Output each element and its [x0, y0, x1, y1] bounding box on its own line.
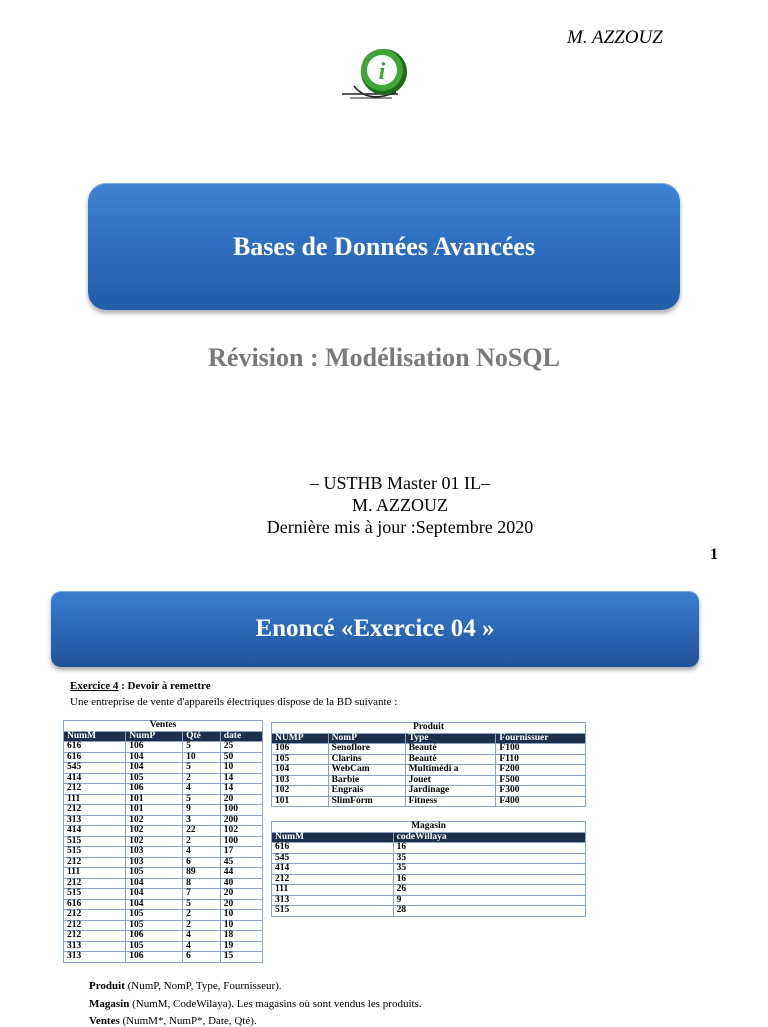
ventes-row: [64, 899, 263, 910]
ventes-cell: 45: [220, 857, 262, 868]
produit-cell: F400: [496, 796, 586, 807]
ventes-row: [64, 920, 263, 931]
ventes-cell: 106: [126, 784, 183, 795]
ventes-cell: 102: [126, 826, 183, 837]
produit-cell: Clarins: [328, 754, 405, 765]
ventes-cell: 6: [183, 857, 221, 868]
produit-header-row: [272, 733, 586, 744]
exercise-title: Enoncé «Exercice 04 »: [255, 615, 495, 642]
ventes-cell: 18: [220, 931, 262, 942]
schema-produit: [89, 980, 282, 992]
produit-cell: 106: [272, 744, 329, 755]
ventes-cell: 40: [220, 878, 262, 889]
ventes-row: [64, 752, 263, 763]
ventes-cell: 106: [126, 952, 183, 963]
produit-row: [272, 796, 586, 807]
magasin-row: [272, 843, 586, 854]
magasin-row: [272, 853, 586, 864]
ventes-cell: 515: [64, 889, 126, 900]
schema-text: (NumP, NomP, Type, Fournisseur).: [124, 980, 282, 992]
ventes-cell: 20: [220, 794, 262, 805]
produit-cell: F200: [496, 765, 586, 776]
ventes-cell: 414: [64, 826, 126, 837]
ventes-cell: 111: [64, 794, 126, 805]
ventes-cell: 4: [183, 941, 221, 952]
produit-cell: F100: [496, 744, 586, 755]
ventes-cell: 105: [126, 868, 183, 879]
produit-table: [271, 722, 586, 807]
ventes-cell: 545: [64, 763, 126, 774]
ventes-cell: 17: [220, 847, 262, 858]
ventes-cell: 212: [64, 878, 126, 889]
ventes-row: [64, 941, 263, 952]
produit-cell: 101: [272, 796, 329, 807]
produit-row: [272, 765, 586, 776]
ventes-cell: 515: [64, 836, 126, 847]
credits-block: [0, 472, 768, 538]
magasin-cell: 26: [393, 885, 585, 896]
ventes-cell: 105: [126, 773, 183, 784]
ventes-cell: 5: [183, 763, 221, 774]
ventes-cell: 25: [220, 742, 262, 753]
ventes-row: [64, 952, 263, 963]
ventes-row: [64, 763, 263, 774]
ventes-row: [64, 773, 263, 784]
magasin-header-row: [272, 832, 586, 843]
ventes-cell: 10: [220, 910, 262, 921]
produit-body: [272, 744, 586, 807]
ventes-cell: 89: [183, 868, 221, 879]
ventes-cell: 105: [126, 941, 183, 952]
ventes-row: [64, 815, 263, 826]
ventes-cell: 10: [220, 763, 262, 774]
produit-row: [272, 754, 586, 765]
ventes-row: [64, 742, 263, 753]
magasin-cell: 545: [272, 853, 394, 864]
magasin-cell: 35: [393, 853, 585, 864]
ventes-cell: 313: [64, 941, 126, 952]
slide-subtitle: Révision : Modélisation NoSQL: [208, 343, 560, 372]
ventes-cell: 3: [183, 815, 221, 826]
magasin-row: [272, 885, 586, 896]
course-title: Bases de Données Avancées: [232, 231, 536, 261]
ventes-cell: 19: [220, 941, 262, 952]
ventes-cell: 212: [64, 931, 126, 942]
ventes-row: [64, 878, 263, 889]
ventes-cell: 14: [220, 773, 262, 784]
produit-column-header: NUMP: [272, 733, 329, 744]
ventes-cell: 14: [220, 784, 262, 795]
magasin-cell: 515: [272, 906, 394, 917]
magasin-column-header: NumM: [272, 832, 394, 843]
ventes-header-row: [64, 731, 263, 742]
ventes-cell: 10: [220, 920, 262, 931]
ventes-cell: 7: [183, 889, 221, 900]
produit-cell: 102: [272, 786, 329, 797]
magasin-column-header: codeWillaya: [393, 832, 585, 843]
ventes-cell: 2: [183, 910, 221, 921]
ventes-cell: 20: [220, 899, 262, 910]
ventes-cell: 313: [64, 815, 126, 826]
info-icon: [340, 44, 420, 106]
ventes-cell: 104: [126, 899, 183, 910]
ventes-body: [64, 742, 263, 963]
ventes-cell: 106: [126, 742, 183, 753]
produit-cell: Barbie: [328, 775, 405, 786]
produit-cell: 103: [272, 775, 329, 786]
ventes-cell: 616: [64, 899, 126, 910]
ventes-column-header: Qté: [183, 731, 221, 742]
ventes-cell: 5: [183, 742, 221, 753]
produit-row: [272, 775, 586, 786]
ventes-cell: 200: [220, 815, 262, 826]
ventes-cell: 212: [64, 857, 126, 868]
ventes-cell: 212: [64, 805, 126, 816]
ventes-cell: 212: [64, 910, 126, 921]
ventes-cell: 616: [64, 752, 126, 763]
magasin-row: [272, 906, 586, 917]
ventes-row: [64, 857, 263, 868]
produit-cell: Engrais: [328, 786, 405, 797]
ventes-cell: 6: [183, 952, 221, 963]
ventes-row: [64, 836, 263, 847]
produit-cell: Beauté: [405, 744, 496, 755]
exercise-suffix: : Devoir à remettre: [118, 680, 211, 692]
magasin-cell: 35: [393, 864, 585, 875]
magasin-table: [271, 821, 586, 917]
ventes-cell: 101: [126, 794, 183, 805]
produit-cell: WebCam: [328, 765, 405, 776]
ventes-cell: 103: [126, 857, 183, 868]
magasin-row: [272, 874, 586, 885]
produit-row: [272, 744, 586, 755]
exercise-heading: [70, 680, 211, 692]
ventes-cell: 102: [220, 826, 262, 837]
ventes-cell: 9: [183, 805, 221, 816]
ventes-cell: 5: [183, 899, 221, 910]
magasin-cell: 16: [393, 874, 585, 885]
schema-magasin: [89, 998, 422, 1010]
produit-cell: F300: [496, 786, 586, 797]
schema-text: (NumM*, NumP*, Date, Qté).: [119, 1015, 257, 1027]
ventes-cell: 102: [126, 836, 183, 847]
produit-cell: 104: [272, 765, 329, 776]
magasin-cell: 9: [393, 895, 585, 906]
schema-text: (NumM, CodeWilaya). Les magasins où sont vendus les produits.: [129, 998, 422, 1010]
magasin-cell: 414: [272, 864, 394, 875]
exercise-intro: Une entreprise de vente d'appareils électriques dispose de la BD suivante :: [70, 696, 398, 708]
ventes-cell: 212: [64, 920, 126, 931]
produit-caption: Produit: [272, 723, 586, 734]
credits-line-3: Dernière mis à jour :Septembre 2020: [266, 517, 534, 537]
produit-column-header: Fournissuer: [496, 733, 586, 744]
ventes-cell: 104: [126, 752, 183, 763]
magasin-cell: 111: [272, 885, 394, 896]
info-letter: i: [378, 59, 386, 85]
magasin-row: [272, 895, 586, 906]
ventes-cell: 22: [183, 826, 221, 837]
ventes-cell: 414: [64, 773, 126, 784]
ventes-cell: 104: [126, 889, 183, 900]
ventes-cell: 2: [183, 773, 221, 784]
ventes-cell: 100: [220, 836, 262, 847]
ventes-cell: 8: [183, 878, 221, 889]
exercise-banner: [51, 591, 699, 667]
produit-cell: Jardinage: [405, 786, 496, 797]
ventes-caption: Ventes: [64, 721, 263, 732]
ventes-row: [64, 889, 263, 900]
magasin-row: [272, 864, 586, 875]
ventes-cell: 15: [220, 952, 262, 963]
produit-row: [272, 786, 586, 797]
produit-cell: Beauté: [405, 754, 496, 765]
magasin-body: [272, 843, 586, 917]
produit-cell: F110: [496, 754, 586, 765]
produit-cell: Multimédi a: [405, 765, 496, 776]
ventes-cell: 4: [183, 847, 221, 858]
magasin-cell: 313: [272, 895, 394, 906]
produit-cell: F500: [496, 775, 586, 786]
ventes-row: [64, 931, 263, 942]
ventes-cell: 4: [183, 784, 221, 795]
exercise-label: Exercice 4: [70, 680, 119, 692]
ventes-cell: 103: [126, 847, 183, 858]
produit-cell: Fitness: [405, 796, 496, 807]
ventes-row: [64, 910, 263, 921]
credits-line-1: – USTHB Master 01 IL–: [310, 473, 490, 493]
magasin-cell: 616: [272, 843, 394, 854]
ventes-cell: 212: [64, 784, 126, 795]
produit-column-header: Type: [405, 733, 496, 744]
ventes-cell: 104: [126, 878, 183, 889]
ventes-table: [63, 720, 263, 963]
schema-name: Ventes: [89, 1015, 120, 1027]
ventes-cell: 111: [64, 868, 126, 879]
schema-ventes: [89, 1015, 257, 1027]
title-banner: [88, 183, 680, 310]
ventes-cell: 10: [183, 752, 221, 763]
ventes-row: [64, 826, 263, 837]
schema-name: Magasin: [89, 998, 130, 1010]
ventes-row: [64, 847, 263, 858]
ventes-cell: 102: [126, 815, 183, 826]
ventes-cell: 50: [220, 752, 262, 763]
magasin-cell: 28: [393, 906, 585, 917]
ventes-cell: 106: [126, 931, 183, 942]
ventes-cell: 5: [183, 794, 221, 805]
ventes-cell: 313: [64, 952, 126, 963]
ventes-cell: 20: [220, 889, 262, 900]
magasin-cell: 212: [272, 874, 394, 885]
ventes-cell: 44: [220, 868, 262, 879]
ventes-cell: 101: [126, 805, 183, 816]
produit-column-header: NomP: [328, 733, 405, 744]
page-number: 1: [710, 546, 718, 563]
ventes-row: [64, 784, 263, 795]
ventes-cell: 105: [126, 920, 183, 931]
schema-name: Produit: [89, 980, 125, 992]
ventes-cell: 2: [183, 836, 221, 847]
produit-cell: SlimForm: [328, 796, 405, 807]
ventes-row: [64, 794, 263, 805]
credits-line-2: M. AZZOUZ: [352, 495, 448, 515]
ventes-cell: 100: [220, 805, 262, 816]
ventes-cell: 105: [126, 910, 183, 921]
ventes-column-header: date: [220, 731, 262, 742]
produit-cell: 105: [272, 754, 329, 765]
ventes-row: [64, 805, 263, 816]
ventes-column-header: NumM: [64, 731, 126, 742]
ventes-cell: 515: [64, 847, 126, 858]
ventes-cell: 104: [126, 763, 183, 774]
ventes-row: [64, 868, 263, 879]
ventes-cell: 2: [183, 920, 221, 931]
produit-cell: Jouet: [405, 775, 496, 786]
author-name: M. AZZOUZ: [567, 27, 663, 48]
ventes-cell: 4: [183, 931, 221, 942]
produit-cell: Senoflore: [328, 744, 405, 755]
ventes-column-header: NumP: [126, 731, 183, 742]
magasin-caption: Magasin: [272, 822, 586, 833]
magasin-cell: 16: [393, 843, 585, 854]
ventes-cell: 616: [64, 742, 126, 753]
